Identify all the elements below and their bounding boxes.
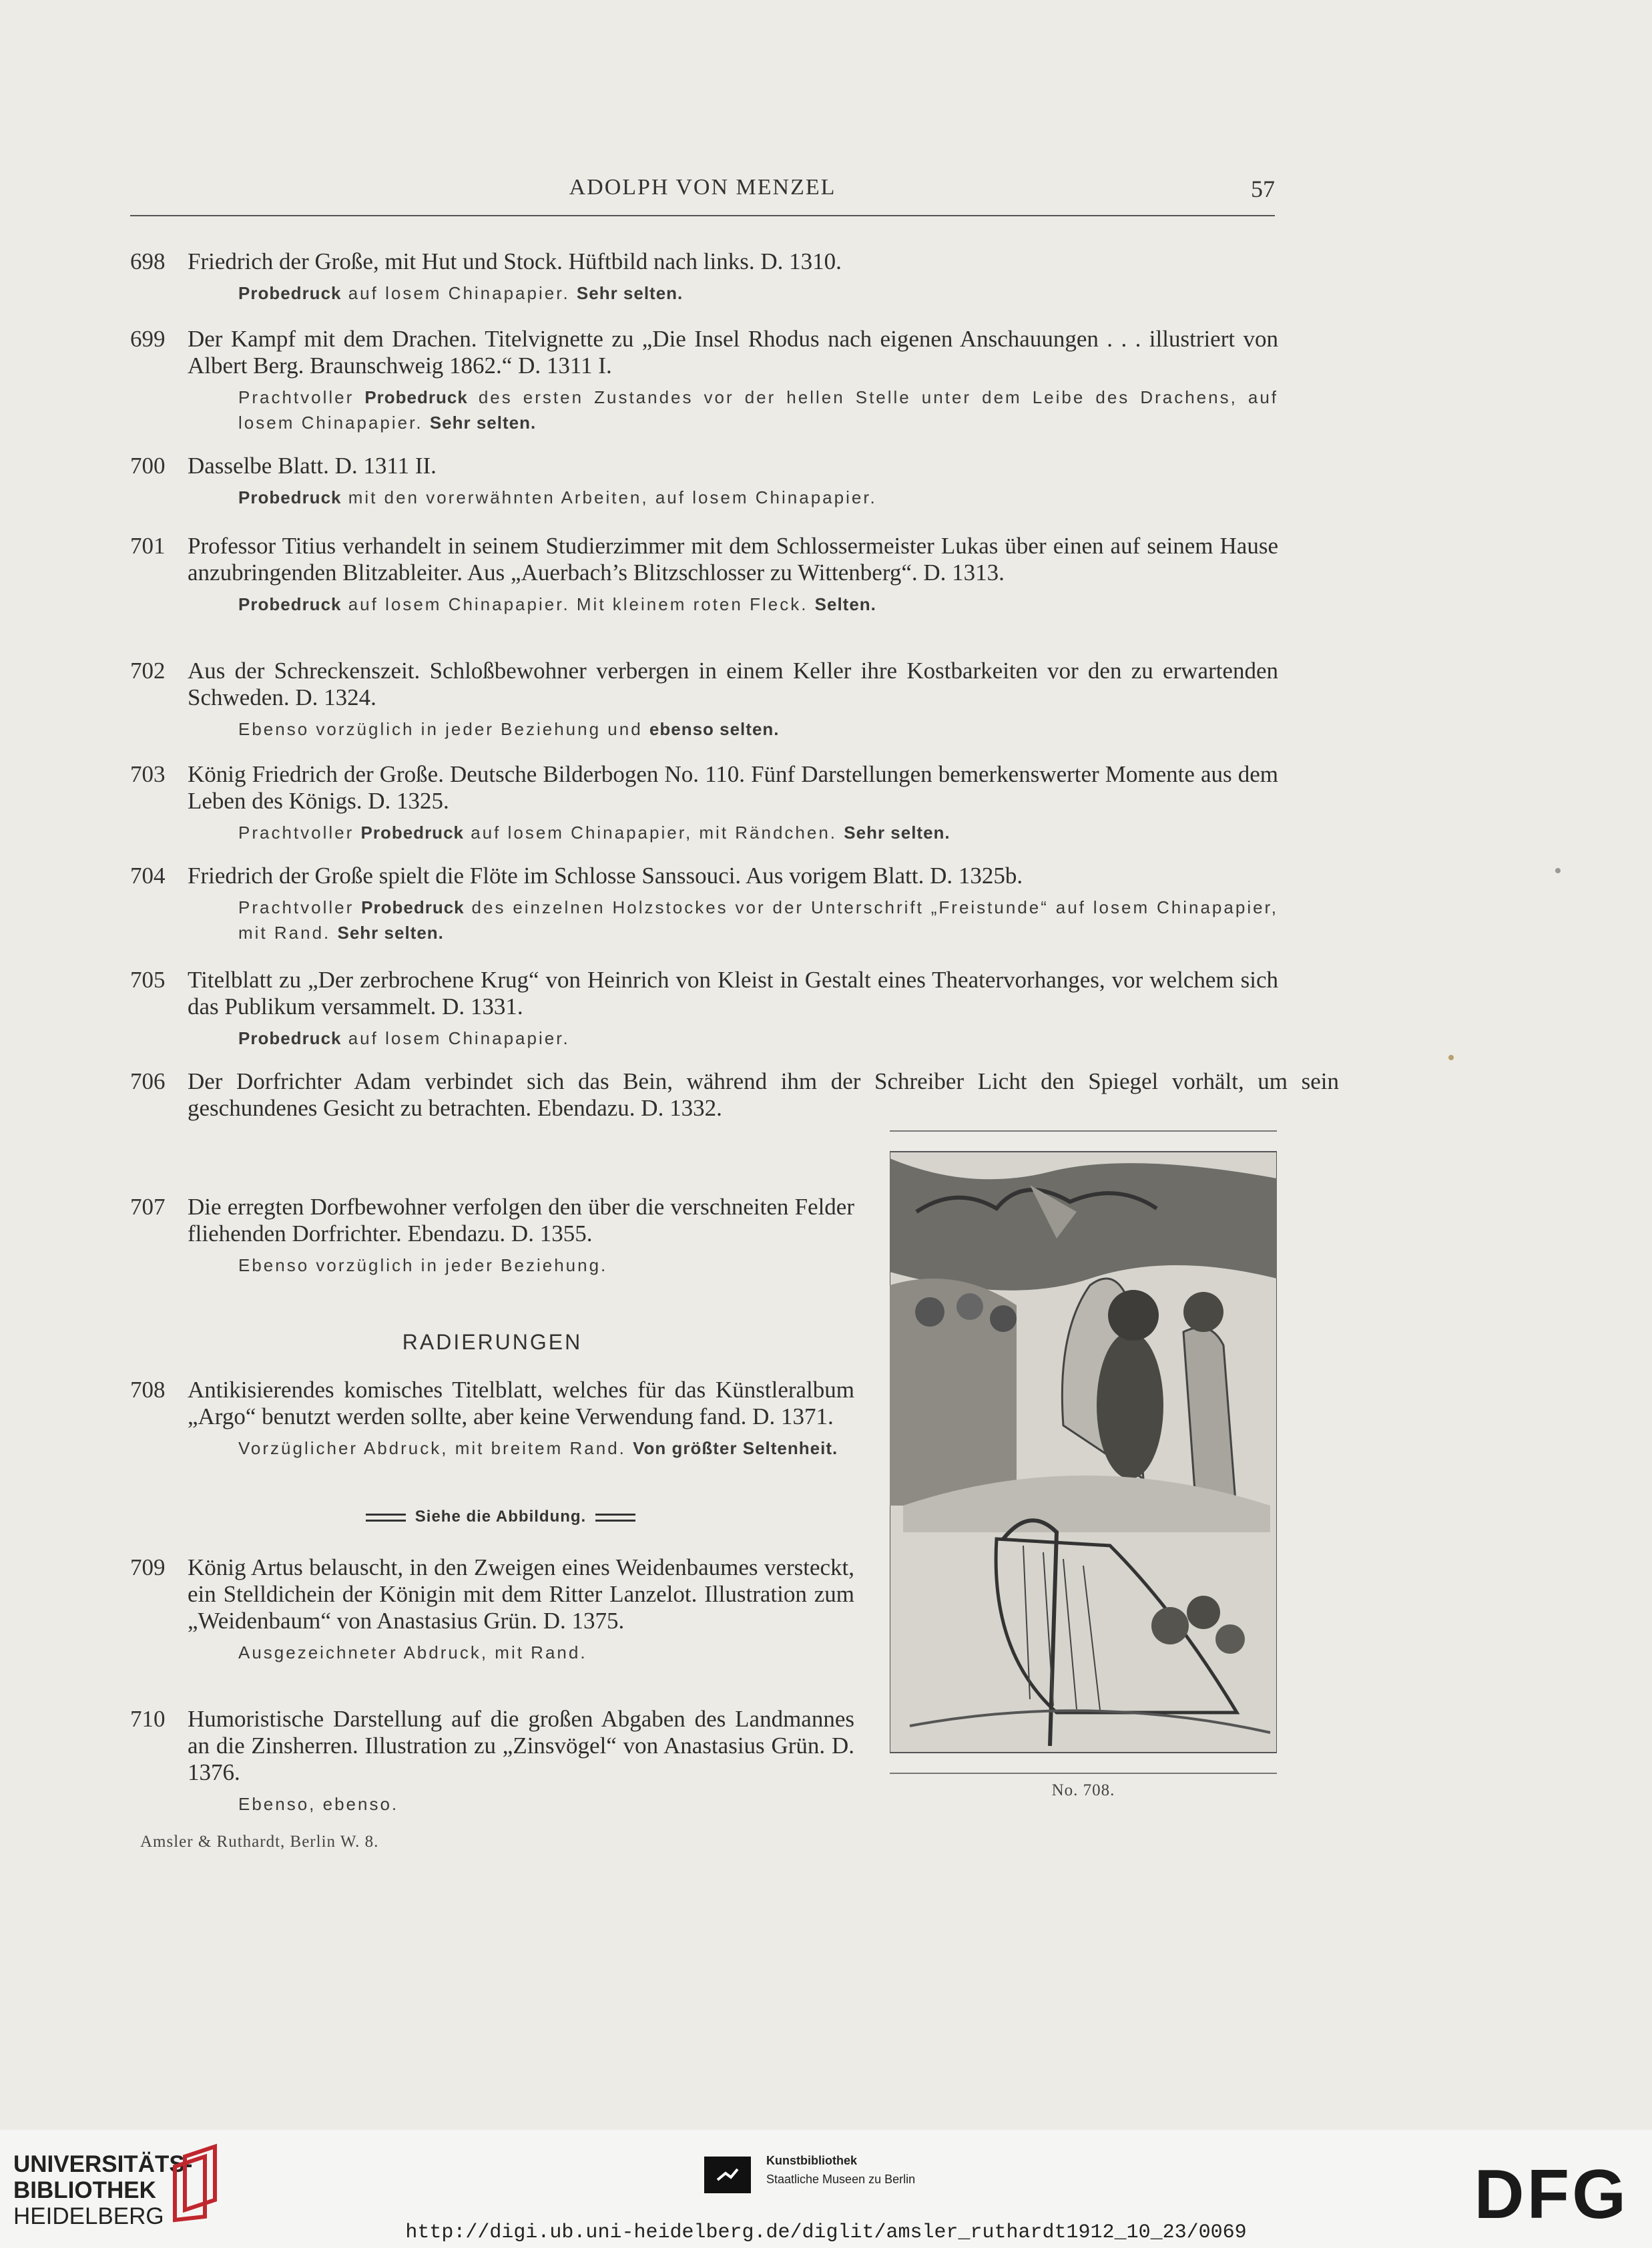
entry-number: 709 [130, 1554, 166, 1580]
section-heading-radierungen: RADIERUNGEN [402, 1330, 583, 1354]
entry-note [238, 820, 1278, 845]
note-text: auf losem Chinapapier, mit Rändchen. [464, 823, 844, 843]
catalog-entry-703 [130, 761, 1278, 845]
entry-number: 701 [130, 533, 166, 559]
entry-text: Friedrich der Große, mit Hut und Stock. Hüftbild nach links. D. 1310. [188, 248, 842, 274]
catalog-entry-705 [130, 967, 1278, 1051]
note-emphasis: Probedruck [361, 897, 465, 917]
note-emphasis: Probedruck [238, 594, 342, 614]
catalog-entry-709 [130, 1554, 854, 1665]
kunstbibliothek-text[interactable] [766, 2151, 915, 2189]
catalog-entry-707 [130, 1194, 854, 1278]
catalog-entry-710 [130, 1706, 854, 1817]
kb-title: Kunstbibliothek [766, 2154, 857, 2167]
entry-number: 705 [130, 967, 166, 993]
entry-number: 710 [130, 1706, 166, 1732]
note-emphasis: Sehr selten. [844, 823, 950, 843]
entry-text: Humoristische Darstellung auf die großen Abgaben des Landmannes an die Zinsherren. Illustration zu „Zinsvögel“ von Anastasius Grün. D. 1376. [188, 1706, 854, 1785]
entry-number: 706 [130, 1068, 166, 1094]
figure-caption: No. 708. [1051, 1781, 1115, 1799]
note-text: Prachtvoller [238, 387, 365, 407]
entry-note [238, 485, 1278, 510]
note-emphasis: Probedruck [238, 1028, 342, 1048]
entry-note [238, 1791, 854, 1817]
note-emphasis: Probedruck [360, 823, 464, 843]
note-emphasis: Probedruck [364, 387, 468, 407]
entry-note [238, 716, 1278, 742]
ub-line-2: BIBLIOTHEK [13, 2177, 156, 2203]
paper-speck [1555, 868, 1561, 873]
note-emphasis: Sehr selten. [337, 923, 444, 943]
note-text: auf losem Chinapapier. [341, 1028, 570, 1048]
note-emphasis: Sehr selten. [576, 283, 683, 303]
entry-note [238, 1435, 854, 1461]
etching-image [890, 1132, 1277, 1773]
entry-number: 700 [130, 453, 166, 479]
catalog-entry-702 [130, 658, 1278, 742]
entry-note [238, 1640, 854, 1665]
note-emphasis: ebenso selten. [649, 719, 780, 739]
entry-number: 703 [130, 761, 166, 787]
note-text: Prachtvoller [238, 897, 362, 917]
ub-line-1: UNIVERSITÄTS- [13, 2151, 193, 2177]
catalog-entry-701 [130, 533, 1278, 617]
note-emphasis: Von größter Seltenheit. [633, 1438, 838, 1458]
note-text: des einzelnen Holzstockes vor der Unterschrift „Freistunde“ auf losem Chinapapier, mit Rand. [238, 897, 1278, 943]
entry-text: Friedrich der Große spielt die Flöte im Schlosse Sanssouci. Aus vorigem Blatt. D. 1325b. [188, 863, 1023, 889]
entry-note [238, 1026, 1278, 1051]
entry-text: Die erregten Dorfbewohner verfolgen den über die verschneiten Felder fliehenden Dorfrichter. Ebendazu. D. 1355. [188, 1194, 854, 1247]
entry-text: Der Kampf mit dem Drachen. Titelvignette zu „Die Insel Rhodus nach eigenen Anschauungen . . . illustriert von Albert Berg. Braunschweig 1862.“ D. 1311 I. [188, 326, 1278, 379]
note-text: Ebenso, ebenso. [238, 1794, 399, 1814]
see-illustration-text: Siehe die Abbildung. [415, 1508, 587, 1526]
note-text: auf losem Chinapapier. Mit kleinem roten Fleck. [341, 594, 815, 614]
catalog-entry-698 [130, 248, 1278, 306]
entry-number: 698 [130, 248, 166, 274]
catalog-entry-699 [130, 326, 1278, 435]
entry-number: 707 [130, 1194, 166, 1220]
note-text: Prachtvoller [238, 823, 361, 843]
note-text: des ersten Zustandes vor der hellen Stelle unter dem Leibe des Drachens, auf losem Chinapapier. [238, 387, 1278, 433]
entry-text: Titelblatt zu „Der zerbrochene Krug“ von Heinrich von Kleist in Gestalt eines Theatervorhanges, vor welchem sich das Publikum versammelt. D. 1331. [188, 967, 1278, 1020]
permalink-url[interactable]: http://digi.ub.uni-heidelberg.de/diglit/amsler_ruthardt1912_10_23/0069 [405, 2221, 1247, 2244]
page-number: 57 [1251, 176, 1275, 202]
entry-note [238, 280, 1278, 306]
note-text: mit den vorerwähnten Arbeiten, auf losem Chinapapier. [341, 487, 877, 507]
page-header [130, 175, 1275, 215]
entry-note [238, 895, 1278, 945]
catalog-entry-708 [130, 1377, 854, 1461]
entry-text: Professor Titius verhandelt in seinem Studierzimmer mit dem Schlossermeister Lukas über einen auf seinem Hause anzubringenden Blitzableiter. Aus „Auerbach’s Blitzschlosser zu Wittenberg“. D. 1313. [188, 533, 1278, 586]
ub-heidelberg-wordmark[interactable] [13, 2151, 192, 2229]
note-text: Ebenso vorzüglich in jeder Beziehung. [238, 1255, 608, 1275]
entry-text: Aus der Schreckenszeit. Schloßbewohner verbergen in einem Keller ihre Kostbarkeiten vor den zu erwartenden Schweden. D. 1324. [188, 658, 1278, 710]
catalog-entry-704 [130, 863, 1278, 945]
kb-subtitle: Staatliche Museen zu Berlin [766, 2173, 916, 2186]
publisher-line: Amsler & Ruthardt, Berlin W. 8. [140, 1833, 379, 1851]
dfg-logo[interactable]: DFG [1474, 2156, 1629, 2233]
entry-text: Antikisierendes komisches Titelblatt, welches für das Künstleralbum „Argo“ benutzt werden sollte, aber keine Verwendung fand. D. 1371. [188, 1377, 854, 1429]
note-emphasis: Probedruck [238, 487, 342, 507]
entry-text: Dasselbe Blatt. D. 1311 II. [188, 453, 437, 479]
entry-number: 704 [130, 863, 166, 889]
entry-text: König Artus belauscht, in den Zweigen eines Weidenbaumes versteckt, ein Stelldichein der Königin mit dem Ritter Lanzelot. Illustration zum „Weidenbaum“ von Anastasius Grün. D. 1375. [188, 1554, 854, 1634]
note-text: auf losem Chinapapier. [341, 283, 577, 303]
entry-note [238, 592, 1278, 617]
entry-text-line1: Der Dorfrichter Adam verbindet sich das Bein, während ihm der Schreiber Licht den Spiegel vorhält, um sein geschundenes Gesicht zu betrachten. Ebendazu. D. 1332. [188, 1068, 1339, 1121]
ub-line-3: HEIDELBERG [13, 2203, 164, 2229]
ub-heidelberg-logo-icon[interactable] [168, 2143, 228, 2223]
paper-speck [1448, 1055, 1454, 1060]
note-text: Vorzüglicher Abdruck, mit breitem Rand. [238, 1438, 633, 1458]
running-title: ADOLPH VON MENZEL [569, 175, 836, 200]
entry-note [238, 385, 1278, 435]
note-text: Ebenso vorzüglich in jeder Beziehung und [238, 719, 649, 739]
note-emphasis: Probedruck [238, 283, 342, 303]
see-illustration-note [334, 1508, 667, 1534]
double-rule-left [366, 1514, 406, 1522]
entry-number: 708 [130, 1377, 166, 1403]
catalog-entry-706 [130, 1068, 1339, 1122]
note-emphasis: Selten. [814, 594, 876, 614]
double-rule-right [595, 1514, 635, 1522]
etching-illustration [890, 1130, 1277, 1774]
entry-text: König Friedrich der Große. Deutsche Bilderbogen No. 110. Fünf Darstellungen bemerkenswerter Momente aus dem Leben des Königs. D. 1325. [188, 761, 1278, 814]
entry-number: 702 [130, 658, 166, 684]
note-emphasis: Sehr selten. [429, 413, 537, 433]
entry-number: 699 [130, 326, 166, 352]
entry-note [238, 1253, 854, 1278]
catalog-entry-700 [130, 453, 1278, 510]
kunstbibliothek-logo-icon[interactable] [704, 2157, 751, 2193]
header-rule [130, 215, 1275, 216]
note-text: Ausgezeichneter Abdruck, mit Rand. [238, 1642, 587, 1662]
